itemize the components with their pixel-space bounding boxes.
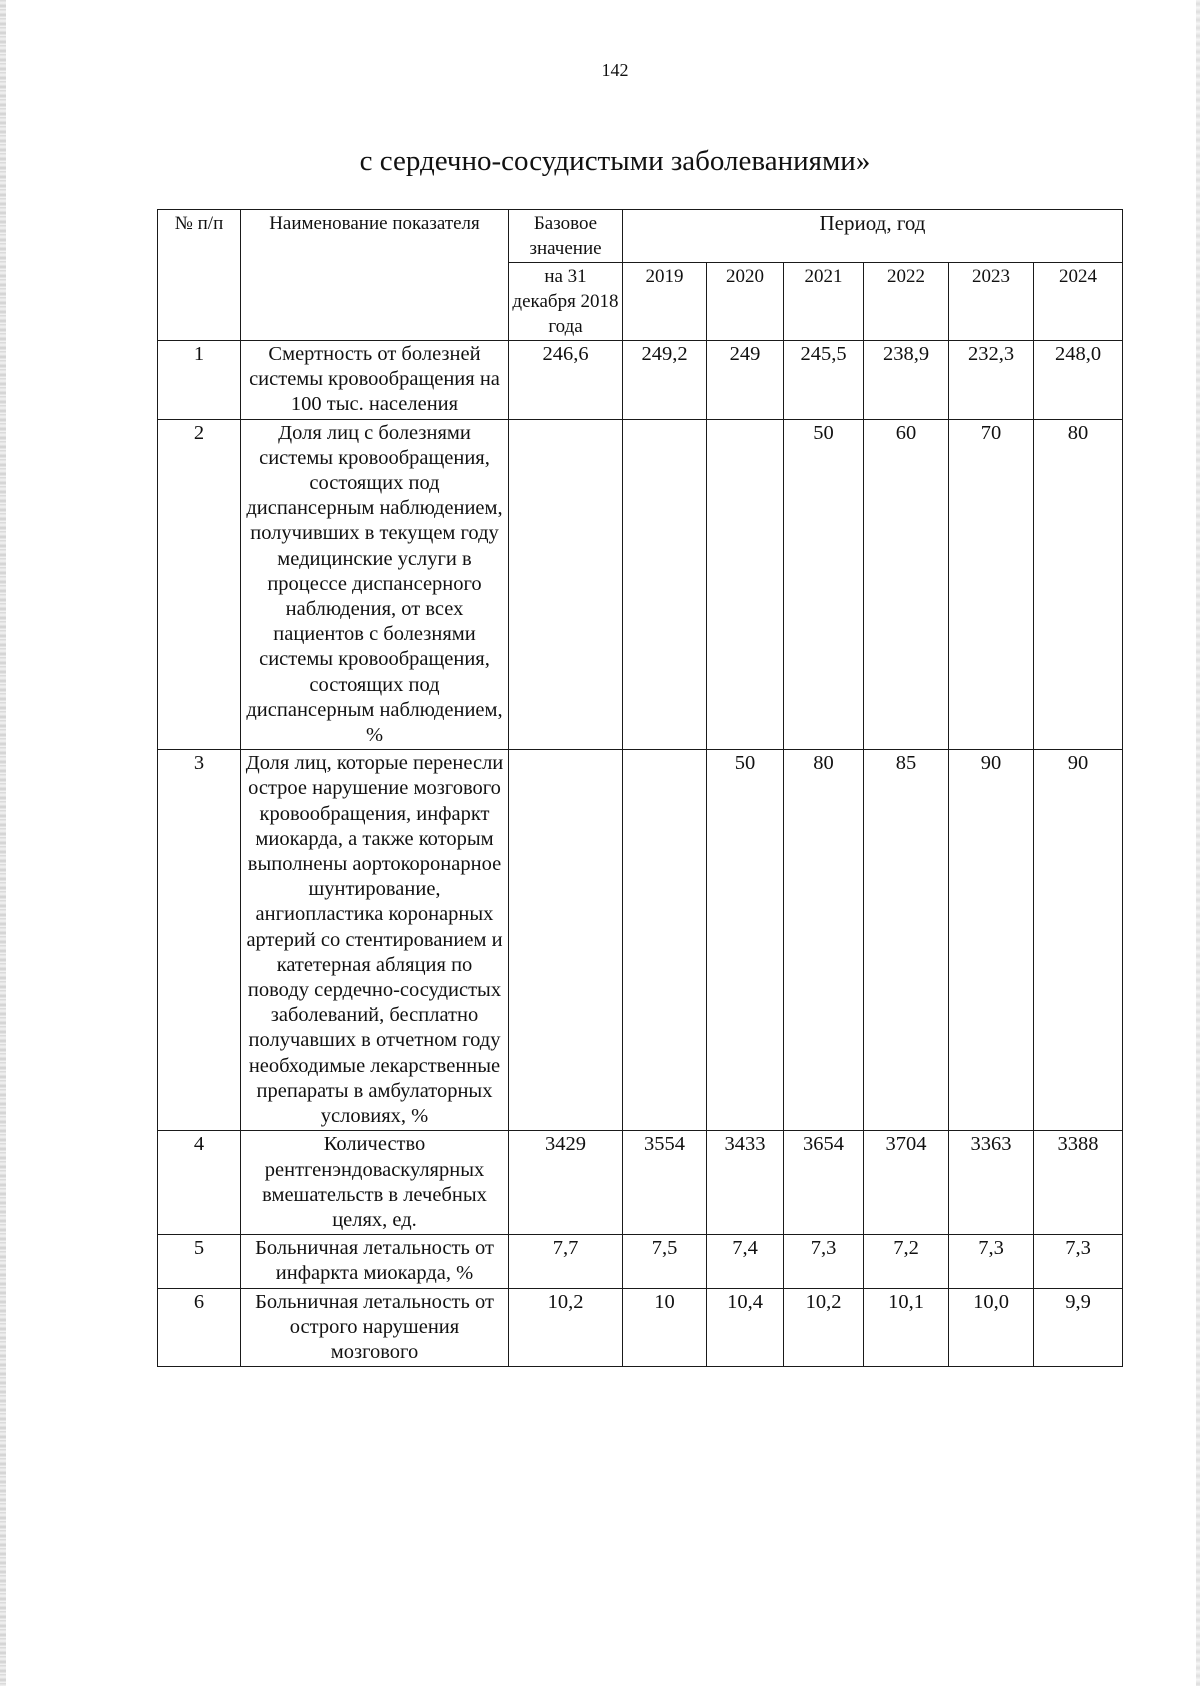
table-row <box>158 1235 1123 1288</box>
row-value: 10,2 <box>784 1288 864 1367</box>
table-row <box>158 750 1123 1131</box>
row-value: 238,9 <box>864 341 949 420</box>
row-name: Больничная летальность от острого нарушения мозгового <box>241 1288 509 1367</box>
table-row <box>158 1288 1123 1367</box>
row-value: 70 <box>949 419 1034 750</box>
row-value <box>707 419 784 750</box>
row-value: 7,5 <box>623 1235 707 1288</box>
header-base-date: на 31 декабря 2018 года <box>509 263 623 341</box>
row-value: 60 <box>864 419 949 750</box>
header-year: 2021 <box>784 263 864 341</box>
row-base: 3429 <box>509 1131 623 1235</box>
row-value: 9,9 <box>1034 1288 1123 1367</box>
row-value: 10,1 <box>864 1288 949 1367</box>
row-value: 248,0 <box>1034 341 1123 420</box>
scan-edge-left <box>0 0 6 1686</box>
header-period: Период, год <box>623 210 1123 263</box>
row-base <box>509 750 623 1131</box>
row-value: 232,3 <box>949 341 1034 420</box>
row-num: 4 <box>158 1131 241 1235</box>
row-base <box>509 419 623 750</box>
row-value: 3654 <box>784 1131 864 1235</box>
row-value: 245,5 <box>784 341 864 420</box>
row-value: 3433 <box>707 1131 784 1235</box>
row-value: 90 <box>1034 750 1123 1131</box>
row-value <box>623 419 707 750</box>
row-value: 7,3 <box>949 1235 1034 1288</box>
row-num: 3 <box>158 750 241 1131</box>
row-name: Доля лиц, которые перенесли острое нарушение мозгового кровообращения, инфаркт миокарда, а также которым выполнены аортокоронарное шунтирование, ангиопластика коронарных артерий со стентированием и катетерная абляция по поводу сердечно-сосудистых заболеваний, бесплатно получавших в отчетном году необходимые лекарственные препараты в амбулаторных условиях, % <box>241 750 509 1131</box>
row-name: Больничная летальность от инфаркта миокарда, % <box>241 1235 509 1288</box>
row-value: 3554 <box>623 1131 707 1235</box>
header-num: № п/п <box>158 210 241 341</box>
row-value: 90 <box>949 750 1034 1131</box>
row-value: 10,0 <box>949 1288 1034 1367</box>
row-name: Доля лиц с болезнями системы кровообращения, состоящих под диспансерным наблюдением, получивших в текущем году медицинские услуги в процессе диспансерного наблюдения, от всех пациентов с болезнями системы кровообращения, состоящих под диспансерным наблюдением, % <box>241 419 509 750</box>
header-year: 2022 <box>864 263 949 341</box>
row-value: 249,2 <box>623 341 707 420</box>
row-num: 1 <box>158 341 241 420</box>
row-value: 7,3 <box>784 1235 864 1288</box>
scan-edge-right <box>1196 0 1200 1686</box>
row-value: 7,2 <box>864 1235 949 1288</box>
row-name: Смертность от болезней системы кровообращения на 100 тыс. населения <box>241 341 509 420</box>
table-row <box>158 341 1123 420</box>
table-row <box>158 1131 1123 1235</box>
header-year: 2020 <box>707 263 784 341</box>
row-num: 6 <box>158 1288 241 1367</box>
header-base: Базовое значение <box>509 210 623 263</box>
indicators-table <box>157 209 1123 1367</box>
row-num: 2 <box>158 419 241 750</box>
page-number: 142 <box>601 60 629 80</box>
header-year: 2023 <box>949 263 1034 341</box>
row-value: 7,4 <box>707 1235 784 1288</box>
row-num: 5 <box>158 1235 241 1288</box>
row-value: 50 <box>784 419 864 750</box>
header-year: 2019 <box>623 263 707 341</box>
page-heading: с сердечно-сосудистыми заболеваниями» <box>359 145 871 177</box>
row-value: 80 <box>784 750 864 1131</box>
row-value: 10,4 <box>707 1288 784 1367</box>
row-value: 85 <box>864 750 949 1131</box>
row-value <box>623 750 707 1131</box>
row-value: 50 <box>707 750 784 1131</box>
row-value: 249 <box>707 341 784 420</box>
row-base: 7,7 <box>509 1235 623 1288</box>
row-base: 246,6 <box>509 341 623 420</box>
row-value: 7,3 <box>1034 1235 1123 1288</box>
row-value: 3388 <box>1034 1131 1123 1235</box>
row-value: 3704 <box>864 1131 949 1235</box>
table-row <box>158 419 1123 750</box>
header-year: 2024 <box>1034 263 1123 341</box>
row-base: 10,2 <box>509 1288 623 1367</box>
row-value: 3363 <box>949 1131 1034 1235</box>
row-value: 10 <box>623 1288 707 1367</box>
header-name: Наименование показателя <box>241 210 509 341</box>
row-value: 80 <box>1034 419 1123 750</box>
row-name: Количество рентгенэндоваскулярных вмешательств в лечебных целях, ед. <box>241 1131 509 1235</box>
